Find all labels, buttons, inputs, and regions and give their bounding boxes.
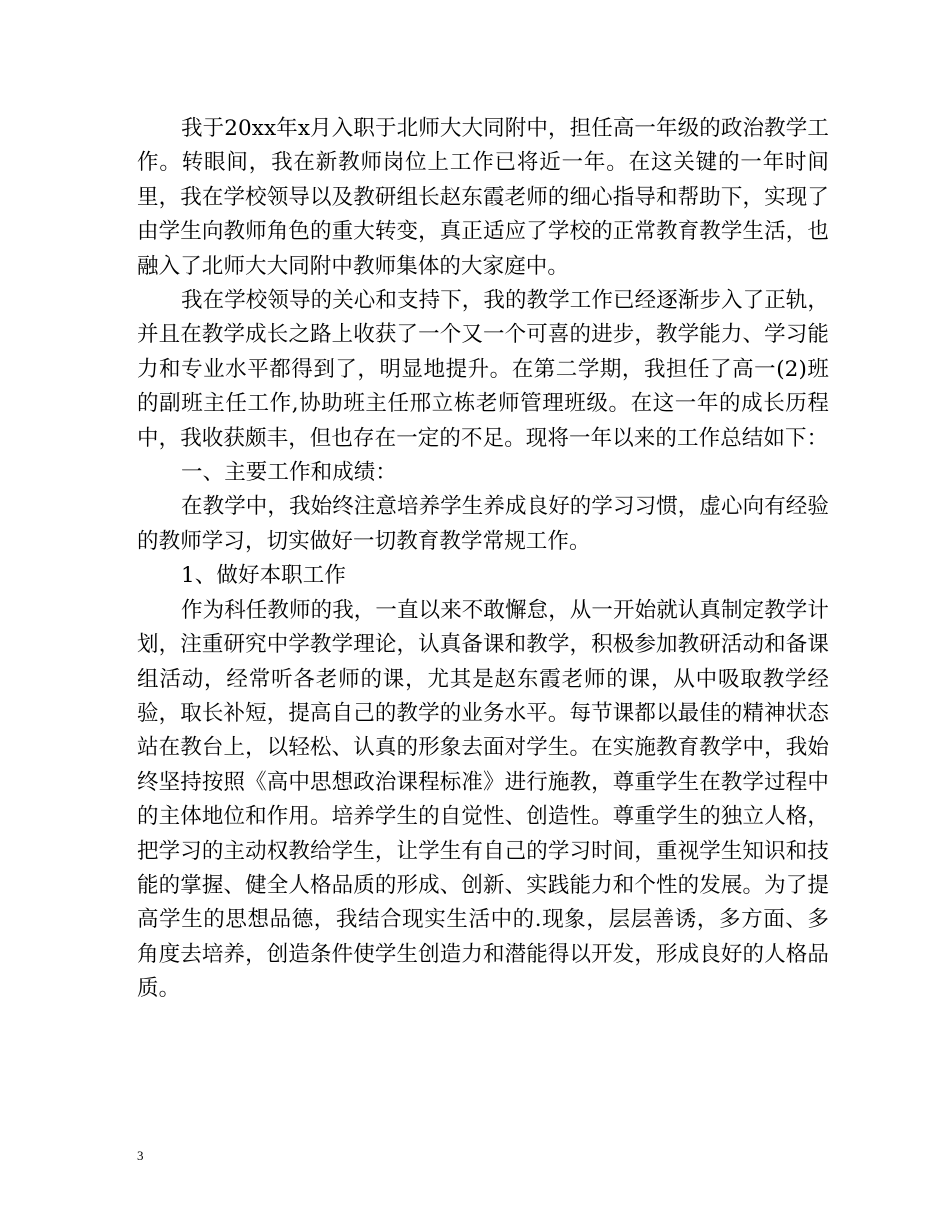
paragraph-progress-summary: 我在学校领导的关心和支持下，我的教学工作已经逐渐步入了正轨，并且在教学成长之路上收获了一个又一个可喜的进步，教学能力、学习能力和专业水平都得到了，明显地提升。在第二学期，我担任了高一(2)班的副班主任工作,协助班主任邢立栋老师管理班级。在这一年的成长历程中，我收获颇丰，但也存在一定的不足。现将一年以来的工作总结如下：	[137, 288, 830, 451]
paragraph-teaching-habits: 在教学中，我始终注意培养学生养成良好的学习习惯，虚心向有经验的教师学习，切实做好一切教育教学常规工作。	[137, 494, 830, 554]
subsection-heading-duty: 1、做好本职工作	[181, 563, 346, 589]
paragraph-teaching-duty: 作为科任教师的我，一直以来不敢懈怠，从一开始就认真制定教学计划，注重研究中学教学理论，认真备课和教学，积极参加教研活动和备课组活动，经常听各老师的课，尤其是赵东霞老师的课，从中吸取教学经验，取长补短，提高自己的教学的业务水平。每节课都以最佳的精神状态站在教台上，以轻松、认真的形象去面对学生。在实施教育教学中，我始终坚持按照《高中思想政治课程标准》进行施教，尊重学生在教学过程中的主体地位和作用。培养学生的自觉性、创造性。尊重学生的独立人格，把学习的主动权教给学生，让学生有自己的学习时间，重视学生知识和技能的掌握、健全人格品质的形成、创新、实践能力和个性的发展。为了提高学生的思想品德，我结合现实生活中的.现象，层层善诱，多方面、多角度去培养，创造条件使学生创造力和潜能得以开发，形成良好的人格品质。	[137, 597, 830, 1002]
paragraph-introduction: 我于20xx年x月入职于北师大大同附中，担任高一年级的政治教学工作。转眼间，我在新教师岗位上工作已将近一年。在这关键的一年时间里，我在学校领导以及教研组长赵东霞老师的细心指导和帮助下，实现了由学生向教师角色的重大转变，真正适应了学校的正常教育教学生活，也融入了北师大大同附中教师集体的大家庭中。	[137, 116, 829, 279]
document-body	[137, 112, 829, 1007]
page-number: 3	[137, 1148, 144, 1163]
section-heading-main-work: 一、主要工作和成绩：	[181, 460, 398, 486]
